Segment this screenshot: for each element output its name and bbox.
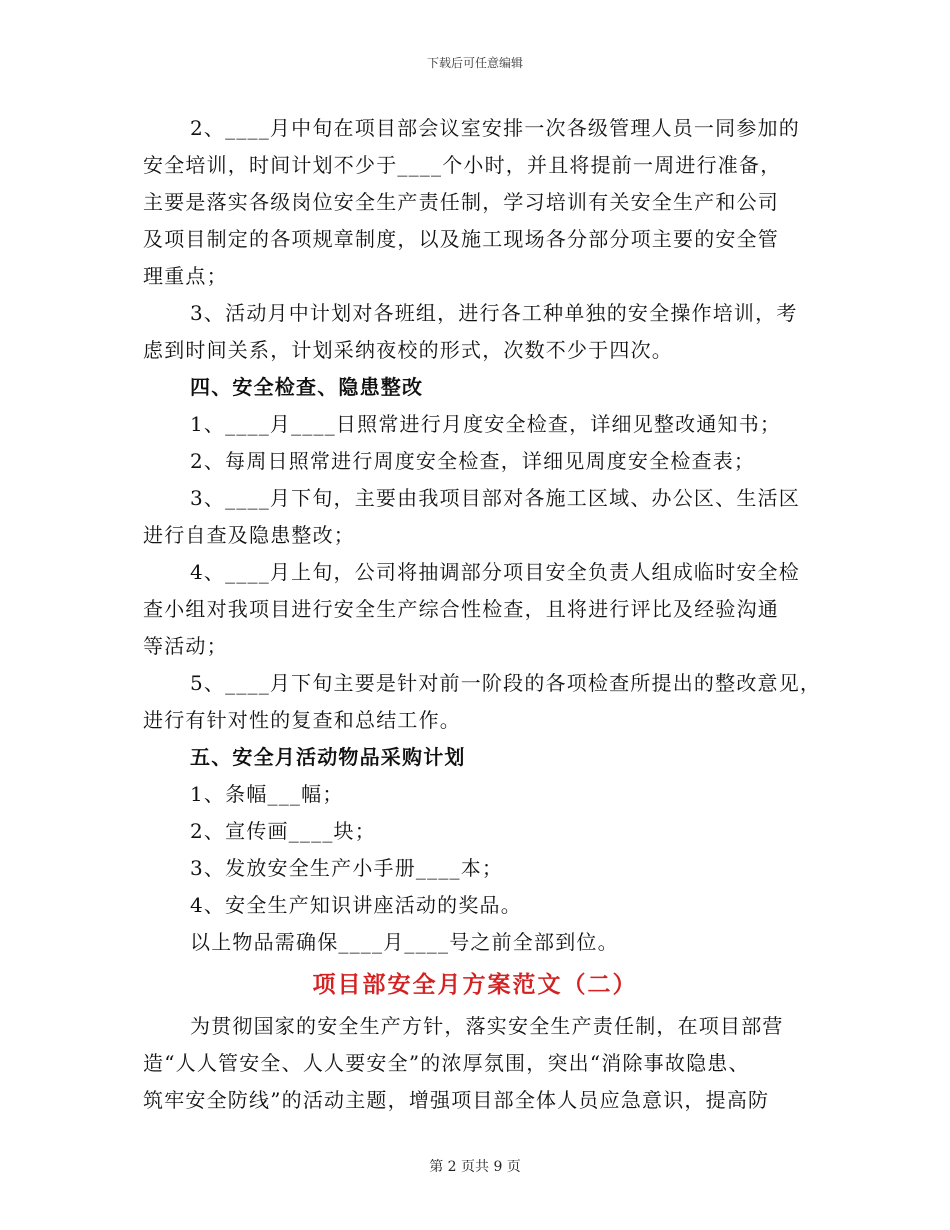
paragraph-line: 查小组对我项目进行安全生产综合性检查，且将进行评比及经验沟通 bbox=[143, 597, 779, 621]
paragraph-line: 1、____月____日照常进行月度安全检查，详细见整改通知书； bbox=[190, 412, 782, 436]
list-item: 1、条幅___幅； bbox=[190, 782, 344, 806]
paragraph-line: 以上物品需确保____月____号之前全部到位。 bbox=[190, 930, 619, 954]
paragraph-line: 筑牢安全防线”的活动主题，增强项目部全体人员应急意识，提高防 bbox=[143, 1088, 770, 1112]
page-header: 下载后可任意编辑 bbox=[426, 56, 523, 70]
paragraph-line: 5、____月下旬主要是针对前一阶段的各项检查所提出的整改意见， bbox=[190, 671, 822, 695]
paragraph-line: 安全培训，时间计划不少于____个小时，并且将提前一周进行准备， bbox=[143, 153, 782, 177]
list-item: 2、宣传画____块； bbox=[190, 819, 376, 843]
paragraph-line: 进行有针对性的复查和总结工作。 bbox=[143, 708, 461, 732]
paragraph-line: 理重点； bbox=[143, 264, 228, 288]
paragraph-line: 3、活动月中计划对各班组，进行各工种单独的安全操作培训，考 bbox=[190, 301, 798, 325]
paragraph-line: 虑到时间关系，计划采纳夜校的形式，次数不少于四次。 bbox=[143, 338, 673, 362]
paragraph-line: 及项目制定的各项规章制度，以及施工现场各分部分项主要的安全管 bbox=[143, 227, 779, 251]
document-title: 项目部安全月方案范文（二） bbox=[312, 971, 638, 998]
paragraph-line: 2、每周日照常进行周度安全检查，详细见周度安全检查表； bbox=[190, 449, 756, 473]
paragraph-line: 2、____月中旬在项目部会议室安排一次各级管理人员一同参加的 bbox=[190, 116, 800, 140]
list-item: 4、安全生产知识讲座活动的奖品。 bbox=[190, 893, 522, 917]
paragraph-line: 为贯彻国家的安全生产方针，落实安全生产责任制，在项目部营 bbox=[190, 1014, 784, 1038]
paragraph-line: 造“人人管安全、人人要安全”的浓厚氛围，突出“消除事故隐患、 bbox=[143, 1051, 750, 1075]
paragraph-line: 主要是落实各级岗位安全生产责任制，学习培训有关安全生产和公司 bbox=[143, 190, 779, 214]
paragraph-line: 等活动； bbox=[143, 634, 228, 658]
paragraph-line: 4、____月上旬，公司将抽调部分项目安全负责人组成临时安全检 bbox=[190, 560, 800, 584]
section-heading: 四、安全检查、隐患整改 bbox=[190, 375, 424, 399]
section-heading: 五、安全月活动物品采购计划 bbox=[190, 745, 466, 769]
paragraph-line: 3、____月下旬，主要由我项目部对各施工区域、办公区、生活区 bbox=[190, 486, 800, 510]
paragraph-line: 进行自查及隐患整改； bbox=[143, 523, 355, 547]
list-item: 3、发放安全生产小手册____本； bbox=[190, 856, 504, 880]
page-footer: 第 2 页共 9 页 bbox=[429, 1159, 521, 1175]
